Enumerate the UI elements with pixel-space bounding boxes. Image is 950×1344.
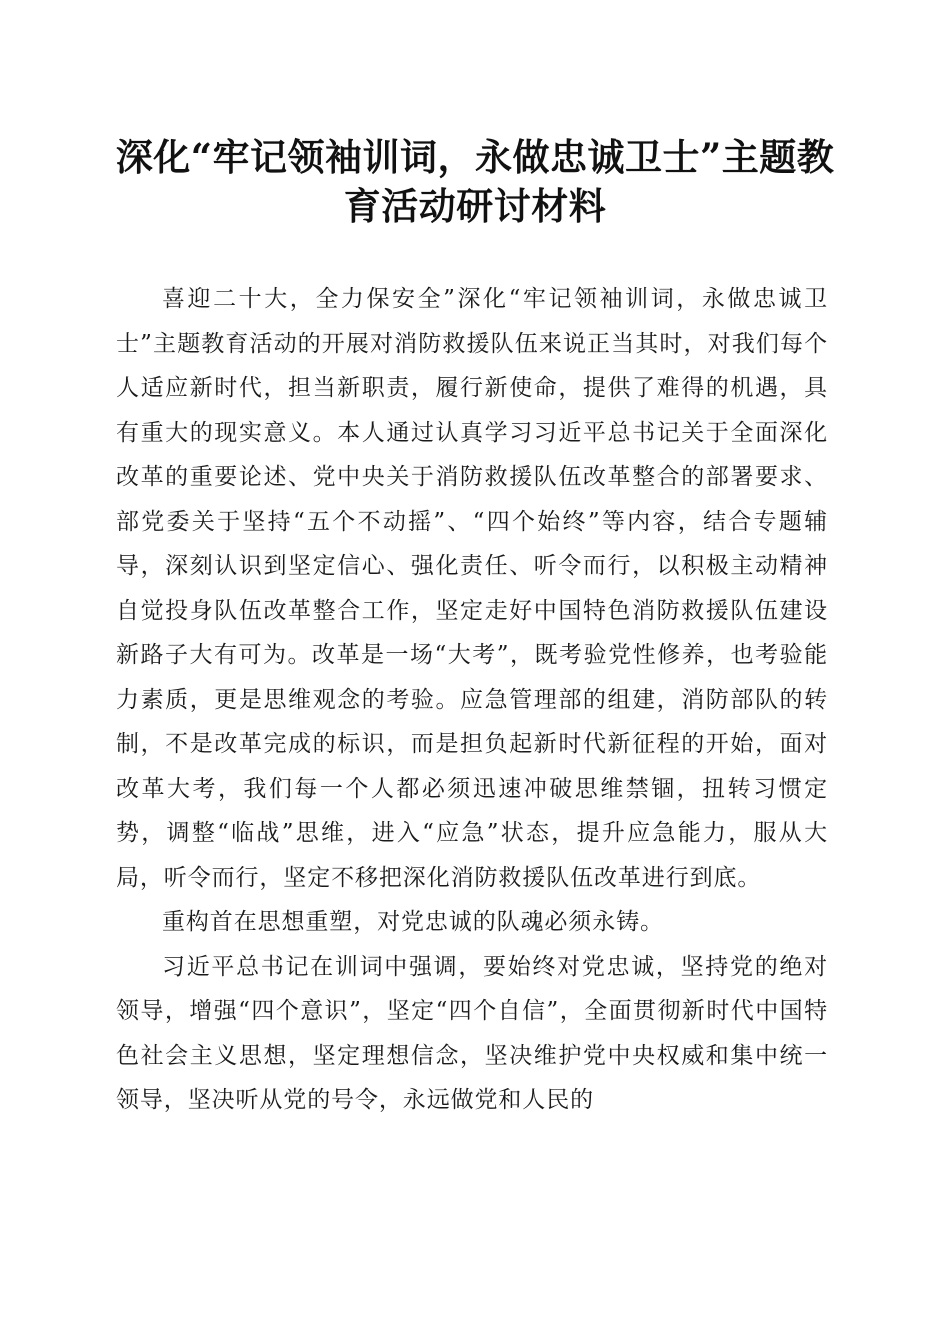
document-title-line-2: 育活动研讨材料 bbox=[343, 184, 607, 228]
paragraph-heading-loyalty: 重构首在思想重塑，对党忠诚的队魂必须永铸。 bbox=[162, 909, 664, 935]
paragraph-intro: 喜迎二十大，全力保安全”深化“牢记领袖训词，永做忠诚卫士”主题教育活动的开展对消防救援队伍来说正当其时，对我们每个人适应新时代，担当新职责，履行新使命，提供了难得的机遇，具有重大的现实意义。本人通过认真学习习近平总书记关于全面深化改革的重要论述、党中央关于消防救援队伍改革整合的部署要求、部党委关于坚持“五个不动摇”、“四个始终”等内容，结合专题辅导，深刻认识到坚定信心、强化责任、听令而行，以积极主动精神自觉投身队伍改革整合工作，坚定走好中国特色消防救援队伍建设新路子大有可为。改革是一场“大考”，既考验党性修养，也考验能力素质，更是思维观念的考验。应急管理部的组建，消防部队的转制，不是改革完成的标识，而是担负起新时代新征程的开始，面对改革大考，我们每一个人都必须迅速冲破思维禁锢，扭转习惯定势，调整“临战”思维，进入“应急”状态，提升应急能力，服从大局，听令而行，坚定不移把深化消防救援队伍改革进行到底。 bbox=[116, 286, 828, 891]
document-title-line-1: 深化“牢记领袖训词，永做忠诚卫士”主题教 bbox=[115, 135, 835, 179]
document-body bbox=[116, 277, 828, 1123]
paragraph-instructions: 习近平总书记在训词中强调，要始终对党忠诚，坚持党的绝对领导，增强“四个意识”，坚定“四个自信”，全面贯彻新时代中国特色社会主义思想，坚定理想信念，坚决维护党中央权威和集中统一领导，坚决听从党的号令，永远做党和人民的 bbox=[116, 953, 828, 1113]
document-title bbox=[110, 133, 840, 231]
